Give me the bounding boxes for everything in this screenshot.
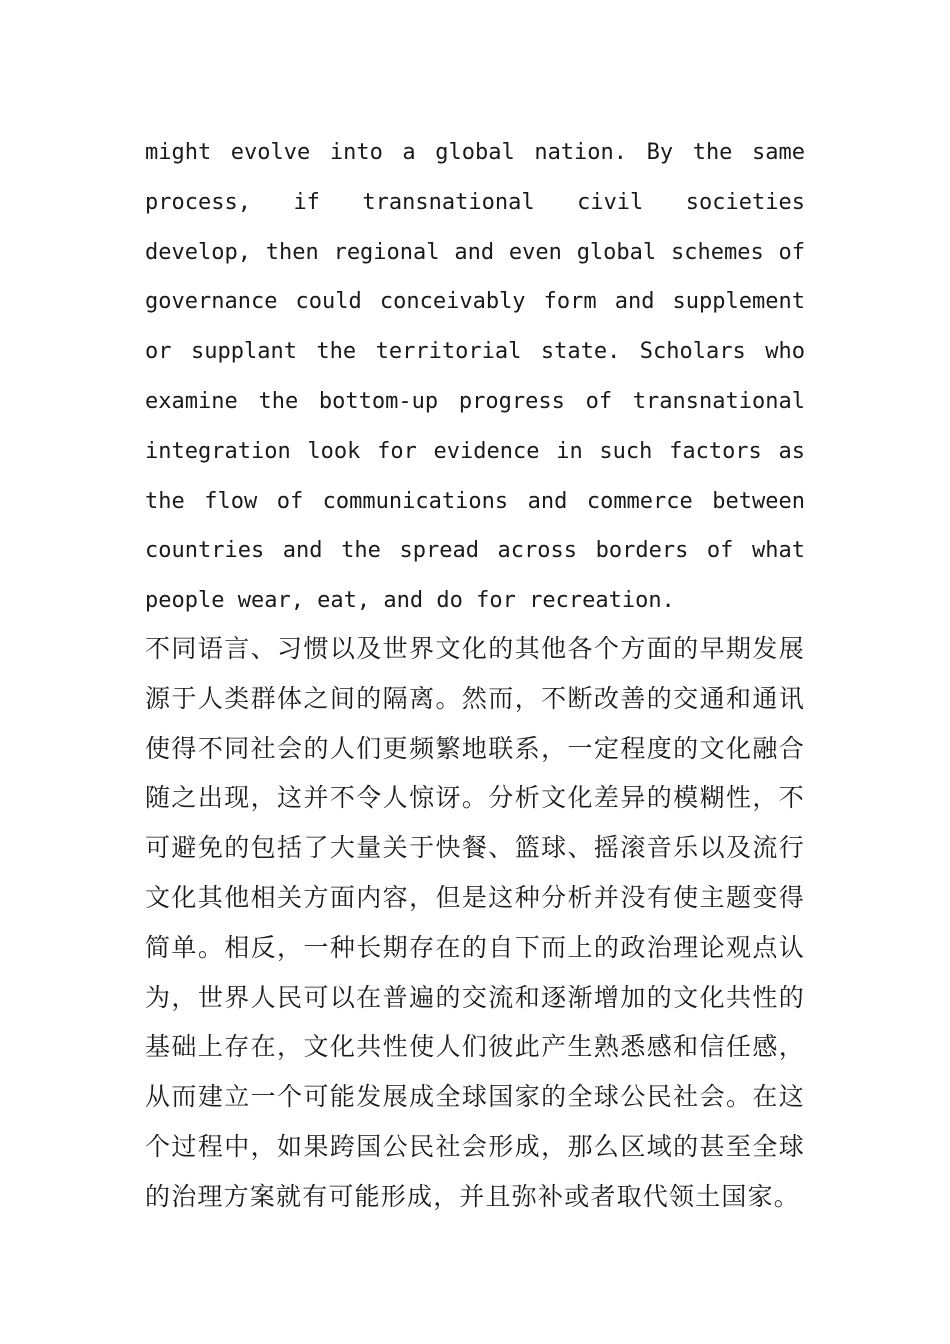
- chinese-paragraph: 不同语言、习惯以及世界文化的其他各个方面的早期发展源于人类群体之间的隔离。然而，不断改善的交通和通讯使得不同社会的人们更频繁地联系，一定程度的文化融合随之出现，这并不令人惊讶。分析文化差异的模糊性，不可避免的包括了大量关于快餐、篮球、摇滚音乐以及流行文化其他相关方面内容，但是这种分析并没有使主题变得简单。相反，一种长期存在的自下而上的政治理论观点认为，世界人民可以在普遍的交流和逐渐增加的文化共性的基础上存在，文化共性使人们彼此产生熟悉感和信任感，从而建立一个可能发展成全球国家的全球公民社会。在这个过程中，如果跨国公民社会形成，那么区域的甚至全球的治理方案就有可能形成，并且弥补或者取代领土国家。: [145, 634, 805, 1211]
- english-paragraph: might evolve into a global nation. By the same process, if transnational civil societies develop, then regional and even global schemes of governance could conceivably form and supplement or supplant the territorial state. Scholars who examine the bottom-up progress of transnational integration look for evidence in such factors as the flow of communications and commerce between countries and the spread across borders of what people wear, eat, and do for recreation.: [145, 140, 805, 614]
